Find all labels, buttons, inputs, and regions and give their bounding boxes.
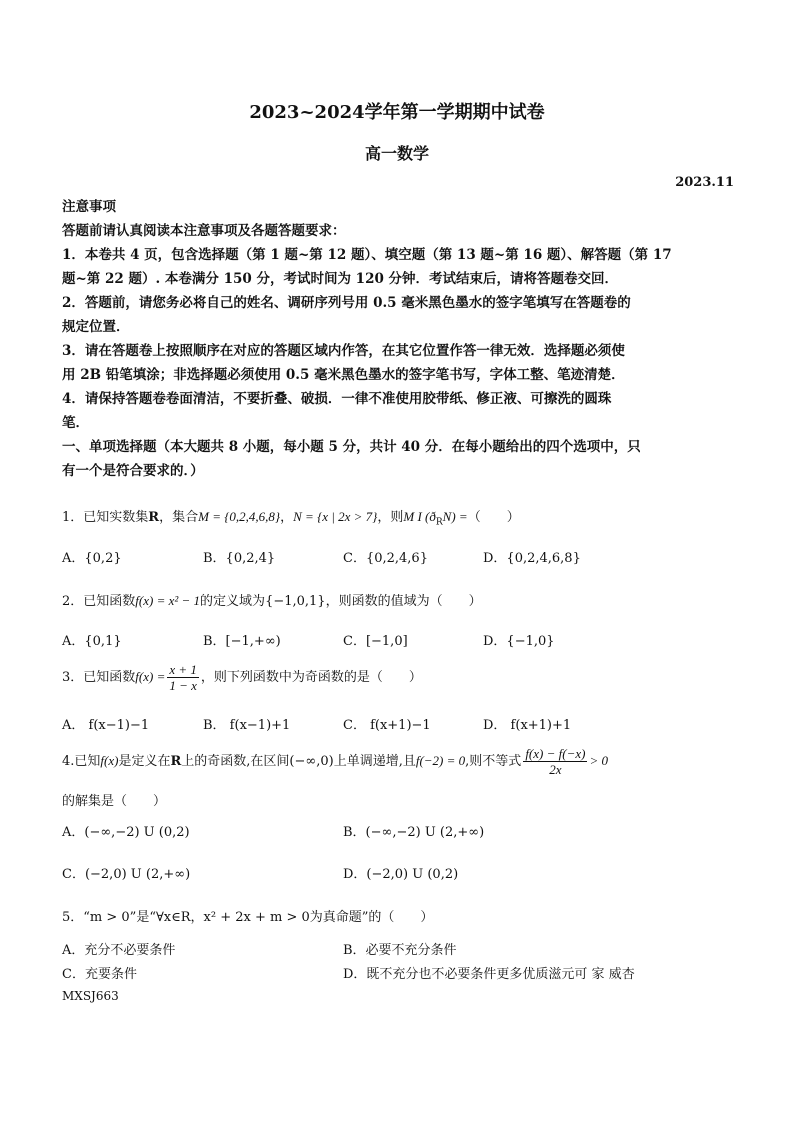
notice-block <box>62 195 672 483</box>
question-3 <box>62 662 422 693</box>
q3-numerator: x + 1 <box>169 662 197 677</box>
notice-item-2: 2．答题前，请您务必将自己的姓名、调研序列号用 0.5 毫米黑色墨水的签字笔填写在答题卷的 <box>62 295 631 311</box>
q4-option-c: C．(−2,0) U (2,+∞) <box>62 867 191 882</box>
q4-mid1: 是定义在 <box>118 754 171 769</box>
notice-item-1: 1．本卷共 4 页，包含选择题（第 1 题~第 12 题）、填空题（第 13 题~第 16 题）、解答题（第 17 <box>62 247 672 263</box>
q1-expr2: N) = <box>442 509 468 524</box>
q3-suffix: ，则下列函数中为奇函数的是（ ） <box>200 670 422 685</box>
exam-title: 2023~2024学年第一学期期中试卷 <box>249 102 545 123</box>
q3-option-a: A． f(x−1)−1 <box>62 718 150 733</box>
q4-real-set: R <box>170 754 182 769</box>
exam-date: 2023.11 <box>675 175 734 190</box>
question-2 <box>62 590 482 609</box>
q1-real-set: R <box>148 510 160 525</box>
q5-option-a: A．充分不必要条件 <box>62 943 176 958</box>
q5-option-d: D．既不充分也不必要条件更多优质滋元可 家 威杏 <box>343 967 635 982</box>
q2-option-b: B．[−1,+∞) <box>203 634 281 649</box>
q1-mid: ，集合 <box>159 510 199 525</box>
q1-option-b: B．{0,2,4} <box>203 551 276 566</box>
q1-comma: ， <box>280 510 294 525</box>
q1-set-n: N = {x | 2x > 7} <box>293 509 378 524</box>
q3-option-c: C． f(x+1)−1 <box>343 718 431 733</box>
q1-mid2: ，则 <box>377 510 404 525</box>
q4-denominator: 2x <box>549 762 562 777</box>
footer-code: MXSJ663 <box>62 989 119 1003</box>
q4-mid4: ,则不等式 <box>465 754 522 769</box>
q4-line-2: 的解集是（ ） <box>62 794 167 809</box>
notice-item-3-cont: 用 2B 铅笔填涂；非选择题必须使用 0.5 毫米黑色墨水的签字笔书写，字体工整、笔迹清楚． <box>62 367 625 383</box>
notice-heading: 注意事项 <box>62 199 116 215</box>
q1-expr: M I (ð <box>403 509 436 524</box>
q3-lhs: f(x) = <box>135 669 166 684</box>
q1-blank: （ ） <box>467 510 520 525</box>
q4-mid2: 上的奇函数,在区间 <box>181 754 290 769</box>
q4-numerator: f(x) − f(−x) <box>525 746 586 761</box>
q3-prefix: 3．已知函数 <box>62 670 136 685</box>
exam-subject: 高一数学 <box>364 144 429 163</box>
q4-gt: > 0 <box>589 753 608 768</box>
q2-function: f(x) = x² − 1 <box>135 593 201 608</box>
q5-option-b: B．必要不充分条件 <box>343 943 457 958</box>
q2-option-a: A．{0,1} <box>62 634 122 649</box>
section-heading-cont: 有一个是符合要求的．） <box>62 463 204 479</box>
notice-intro: 答题前请认真阅读本注意事项及各题答题要求： <box>62 223 346 239</box>
q3-option-d: D． f(x+1)+1 <box>483 718 572 733</box>
q4-option-d: D．(−2,0) U (0,2) <box>343 867 459 882</box>
q2-domain: {−1,0,1} <box>265 594 326 609</box>
q4-mid3: 上单调递增,且 <box>333 754 416 769</box>
q4-fx: f(x) <box>100 753 119 768</box>
q1-set-m: M = {0,2,4,6,8} <box>198 509 281 524</box>
q3-denominator: 1 − x <box>169 678 197 693</box>
q1-prefix: 1．已知实数集 <box>62 510 149 525</box>
q2-option-d: D．{−1,0} <box>483 634 555 649</box>
q1-option-a: A．{0,2} <box>62 551 122 566</box>
q1-complement-sub: R <box>435 517 443 528</box>
q1-option-d: D．{0,2,4,6,8} <box>483 551 581 566</box>
q2-suffix: ，则函数的值域为（ ） <box>325 594 482 609</box>
notice-item-4-cont: 笔． <box>62 415 89 431</box>
q3-fraction <box>167 662 199 693</box>
q3-option-b: B． f(x−1)+1 <box>203 718 291 733</box>
notice-item-2-cont: 规定位置． <box>62 319 130 335</box>
q2-mid: 的定义域为 <box>200 594 266 609</box>
q4-option-a: A．(−∞,−2) U (0,2) <box>62 825 190 840</box>
notice-item-1-cont: 题~第 22 题）. 本卷满分 150 分，考试时间为 120 分钟．考试结束后，请将答题卷交回． <box>62 271 619 287</box>
q4-fraction <box>523 746 587 777</box>
question-4 <box>62 746 608 777</box>
q4-option-b: B．(−∞,−2) U (2,+∞) <box>343 825 485 840</box>
q4-interval: (−∞,0) <box>289 754 334 769</box>
q2-prefix: 2．已知函数 <box>62 594 136 609</box>
question-1 <box>62 506 520 528</box>
q5-option-c: C．充要条件 <box>62 967 137 982</box>
question-5: 5．“m > 0”是“∀x∈R，x² + 2x + m > 0为真命题”的（ ） <box>62 910 434 925</box>
q4-condition: f(−2) = 0 <box>415 753 466 768</box>
q2-option-c: C．[−1,0] <box>343 634 408 649</box>
notice-item-4: 4．请保持答题卷卷面清洁，不要折叠、破损．一律不准使用胶带纸、修正液、可擦洗的圆珠 <box>62 391 612 407</box>
section-heading: 一、单项选择题（本大题共 8 小题，每小题 5 分，共计 40 分．在每小题给出的四个选项中，只 <box>62 439 641 455</box>
q4-prefix: 4.已知 <box>62 754 101 769</box>
q1-option-c: C．{0,2,4,6} <box>343 551 428 566</box>
notice-item-3: 3．请在答题卷上按照顺序在对应的答题区域内作答，在其它位置作答一律无效．选择题必须使 <box>62 343 625 359</box>
